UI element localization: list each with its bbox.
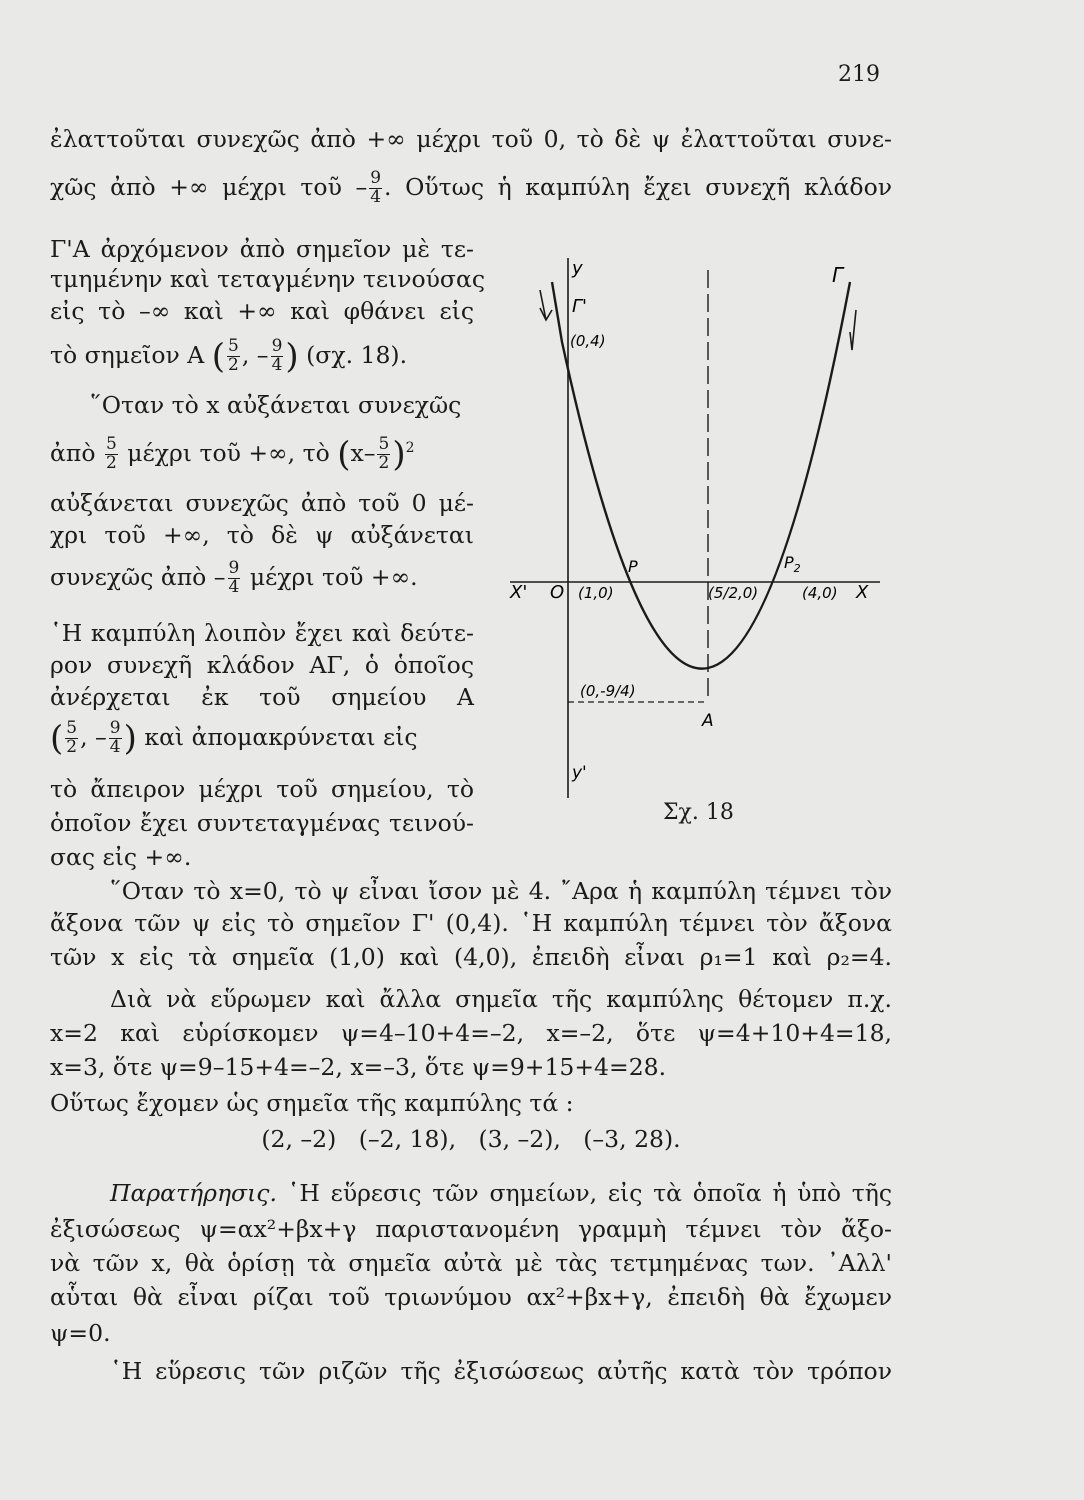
text-line-2: [50, 170, 892, 207]
paren: ): [392, 434, 406, 475]
label-g: Γ: [832, 263, 844, 287]
fraction-9-4: $\frac{9}{4}$: [370, 168, 382, 207]
x-minus: x–: [350, 438, 376, 467]
fraction-5-2: $\frac{5}{2}$: [105, 434, 117, 473]
paren: ): [123, 718, 137, 759]
text-line-23: x=2 καὶ εὑρίσκομεν ψ=4–10+4=–2, x=–2, ὅτε ψ=4+10+4=18,: [50, 1019, 892, 1047]
fraction-5-2: $\frac{5}{2}$: [66, 718, 78, 757]
text-line-8a: ἀπὸ: [50, 438, 96, 467]
text-line-1: ἐλαττοῦται συνεχῶς ἀπὸ +∞ μέχρι τοῦ 0, τὸ δὲ ψ ἐλαττοῦται συνε-: [50, 125, 892, 153]
label-point-4-0: (4,0): [802, 584, 838, 602]
points-list: (2, –2) (–2, 18), (3, –2), (–3, 28).: [261, 1125, 681, 1153]
paren: (: [50, 718, 64, 759]
page-number: 219: [838, 62, 880, 87]
label-g-prime: Γ': [572, 296, 587, 317]
comma-minus: , –: [80, 722, 107, 751]
text-line-18: σας εἰς +∞.: [50, 843, 192, 871]
text-line-22: Διὰ νὰ εὕρωμεν καὶ ἄλλα σημεῖα τῆς καμπύλης θέτομεν π.χ.: [110, 985, 892, 1013]
text-line-6: [50, 338, 407, 375]
fraction-9-4: $\frac{9}{4}$: [271, 336, 283, 375]
text-line-11: [50, 560, 418, 597]
text-line-4: τμημένην καὶ τεταγμένην τεινούσας: [50, 265, 486, 293]
text-line-9: αὐξάνεται συνεχῶς ἀπὸ τοῦ 0 μέ-: [50, 489, 474, 517]
text-line-10: χρι τοῦ +∞, τὸ δὲ ψ αὐξάνεται: [50, 521, 474, 549]
arrow-icon: [850, 310, 856, 350]
exponent: 2: [405, 440, 415, 457]
text-line-6b: (σχ. 18).: [306, 340, 408, 369]
paren: (: [211, 336, 226, 377]
text-line-5: εἰς τὸ –∞ καὶ +∞ καὶ φθάνει εἰς: [50, 297, 474, 325]
fraction-9-4: $\frac{9}{4}$: [228, 558, 240, 597]
text-line-7: ῞Οταν τὸ x αὐξάνεται συνεχῶς: [90, 391, 462, 419]
remark-heading: Παρατήρησις.: [110, 1179, 277, 1207]
label-x-prime: X': [510, 582, 528, 603]
text-line-6a: τὸ σημεῖον Α: [50, 340, 205, 369]
text-line-19: ῞Οταν τὸ x=0, τὸ ψ εἶναι ἴσον μὲ 4. ῎Αρα ἡ καμπύλη τέμνει τὸν: [110, 877, 892, 905]
paren: (: [337, 434, 351, 475]
text-line-2a: χῶς ἀπὸ +∞ μέχρι τοῦ –: [50, 172, 368, 201]
text-line-27b: ῾Η εὕρεσις τῶν σημείων, εἰς τὰ ὁποῖα ἡ ὑπὸ τῆς: [287, 1179, 892, 1207]
label-point-5-2-0: (5/2,0): [708, 584, 759, 602]
comma-minus: , –: [241, 340, 269, 369]
text-line-24: x=3, ὅτε ψ=9–15+4=–2, x=–3, ὅτε ψ=9+15+4=28.: [50, 1053, 667, 1081]
text-line-14: ἀνέρχεται ἐκ τοῦ σημείου Α: [50, 683, 474, 711]
paren: ): [285, 336, 299, 377]
label-y: y: [572, 258, 583, 279]
figure-caption: Σχ. 18: [663, 800, 734, 825]
text-line-21: τῶν x εἰς τὰ σημεῖα (1,0) καὶ (4,0), ἐπειδὴ εἶναι ρ₁=1 καὶ ρ₂=4.: [50, 943, 892, 971]
text-line-20: ἄξονα τῶν ψ εἰς τὸ σημεῖον Γ' (0,4). ῾Η καμπύλη τέμνει τὸν ἄξονα: [50, 909, 892, 937]
label-a: A: [702, 711, 714, 731]
text-line-17: ὁποῖον ἔχει συντεταγμένας τεινού-: [50, 809, 474, 837]
text-line-16: τὸ ἄπειρον μέχρι τοῦ σημείου, τὸ: [50, 775, 474, 803]
text-line-15b: καὶ ἀπομακρύνεται εἰς: [144, 722, 418, 751]
label-y-prime: y': [572, 763, 587, 783]
text-line-30: αὗται θὰ εἶναι ρίζαι τοῦ τριωνύμου αx²+βx+γ, ἐπειδὴ θὰ ἔχωμεν: [50, 1283, 892, 1311]
label-p1: P: [628, 557, 638, 576]
text-line-31: ψ=0.: [50, 1319, 111, 1347]
text-line-13: ρον συνεχῆ κλάδον ΑΓ, ὁ ὁποῖος: [50, 651, 474, 679]
text-line-27: [110, 1179, 892, 1207]
text-line-32: ῾Η εὕρεσις τῶν ριζῶν τῆς ἐξισώσεως αὐτῆς κατὰ τὸν τρόπον: [110, 1357, 892, 1385]
arrow-icon: [540, 290, 552, 320]
text-line-15: [50, 720, 418, 757]
text-line-3: Γ'Α ἀρχόμενον ἀπὸ σημεῖον μὲ τε-: [50, 235, 474, 263]
label-origin: O: [550, 582, 565, 603]
parabola-figure: [500, 250, 890, 810]
label-x: X: [856, 582, 869, 603]
text-line-8b: μέχρι τοῦ +∞, τὸ: [127, 438, 330, 467]
text-line-8: [50, 436, 415, 473]
fraction-5-2: $\frac{5}{2}$: [228, 336, 239, 375]
text-line-25: Οὕτως ἔχομεν ὡς σημεῖα τῆς καμπύλης τά :: [50, 1089, 574, 1117]
text-line-11b: μέχρι τοῦ +∞.: [249, 562, 418, 591]
label-point-1-0: (1,0): [578, 584, 614, 602]
label-p2: $P_2$: [784, 553, 801, 575]
text-line-11a: συνεχῶς ἀπὸ –: [50, 562, 226, 591]
fraction-5-2: $\frac{5}{2}$: [378, 434, 390, 473]
label-point-0-4: (0,4): [570, 332, 606, 350]
text-line-29: νὰ τῶν x, θὰ ὁρίσῃ τὰ σημεῖα αὐτὰ μὲ τὰς τετμημένας των. ᾿Αλλ': [50, 1249, 892, 1277]
text-line-12: ῾Η καμπύλη λοιπὸν ἔχει καὶ δεύτε-: [50, 619, 474, 647]
label-vertex-coords: (0,-9/4): [580, 682, 636, 700]
text-line-2b: . Οὕτως ἡ καμπύλη ἔχει συνεχῆ κλάδον: [384, 172, 892, 201]
fraction-9-4: $\frac{9}{4}$: [109, 718, 121, 757]
text-line-28: ἐξισώσεως ψ=αx²+βx+γ παριστανομένη γραμμὴ τέμνει τὸν ἄξο-: [50, 1215, 892, 1243]
